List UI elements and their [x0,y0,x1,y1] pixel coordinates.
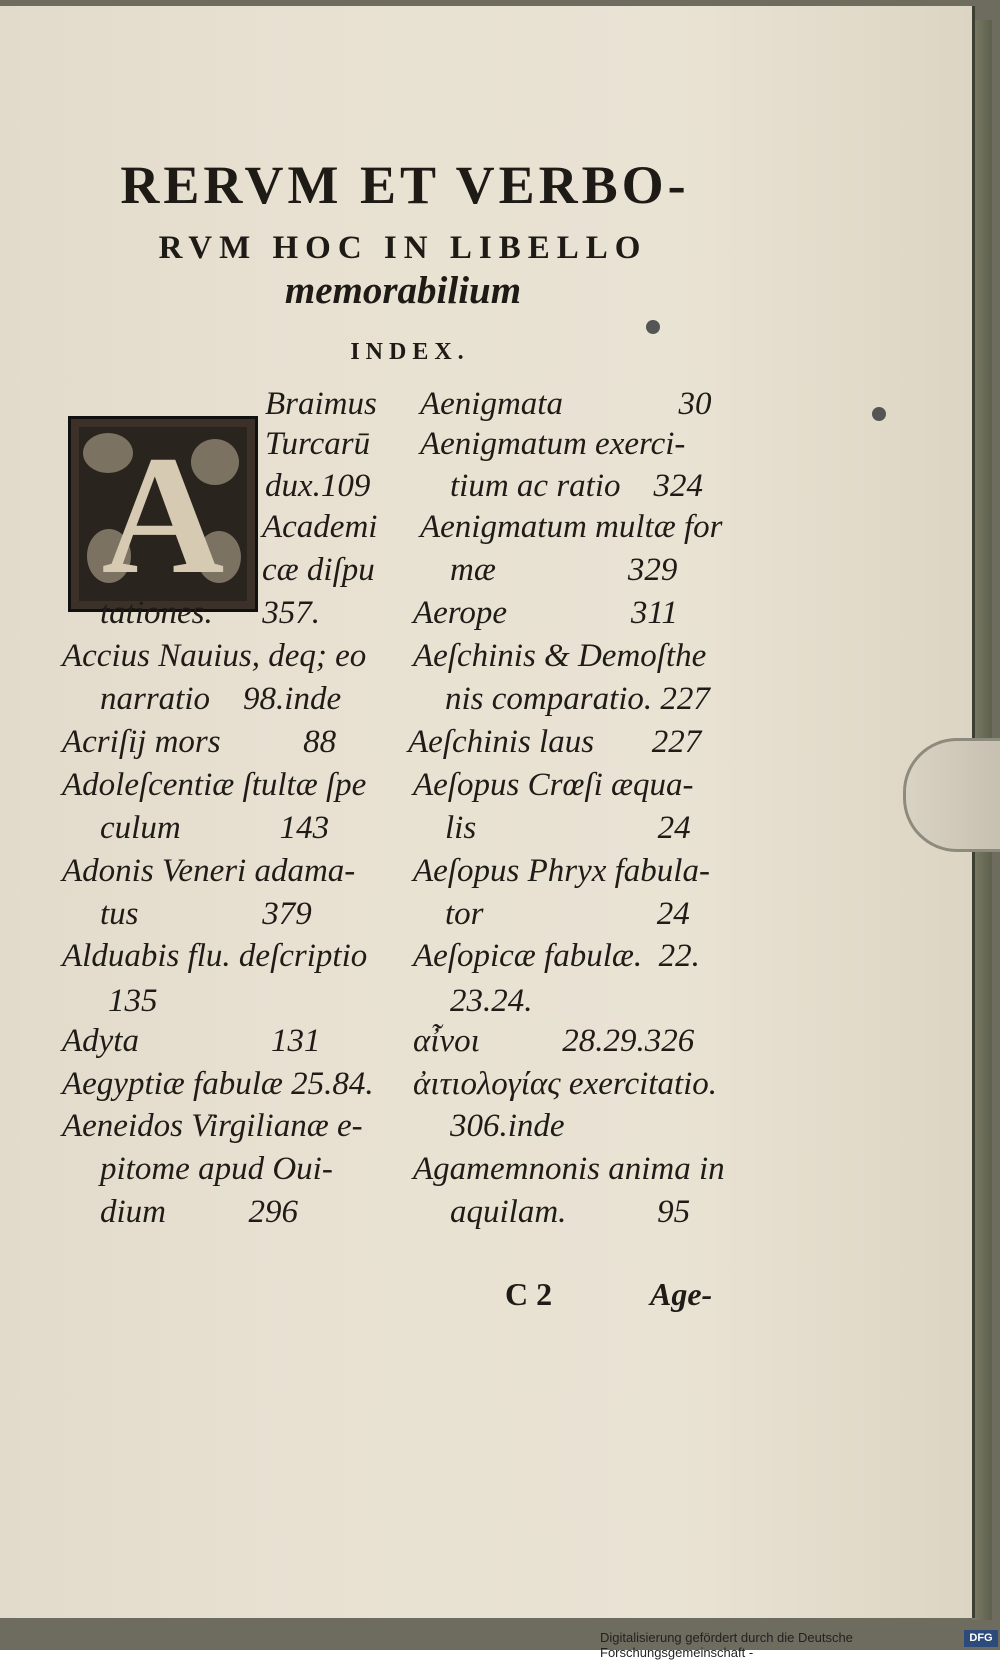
book-page [0,6,975,1618]
initial-letter: A [101,421,225,609]
index-entry: cæ diſpu [262,552,375,588]
index-entry: Aeſopus Crœſi æqua- [413,767,694,803]
index-entry: Aeſopicæ fabulæ. 22. [413,938,700,974]
index-entry: dux.109 [265,468,371,504]
index-entry: Aerope 311 [413,595,678,631]
index-label: INDEX. [350,339,470,365]
index-entry: dium 296 [100,1194,298,1230]
index-entry: Aenigmatum multæ for [420,509,723,545]
index-entry: Aeſchinis laus 227 [408,724,702,760]
index-entry: Aeneidos Virgilianæ e- [62,1108,363,1144]
index-title-line-2: RVM HOC IN LIBELLO [158,230,648,266]
dfg-logo: DFG [964,1630,998,1647]
index-entry: Aenigmatum exerci- [420,426,686,462]
index-title-line-1: RERVM ET VERBO- [120,155,690,215]
index-entry: culum 143 [100,810,330,846]
index-entry: Adyta 131 [62,1023,321,1059]
index-entry: Aeſopus Phryx fabula- [413,853,710,889]
index-entry: tationes. 357. [100,595,320,631]
digitization-credit: Digitalisierung gefördert durch die Deutsche Forschungsgemeinschaft - [600,1630,853,1660]
index-entry: Braimus [265,386,377,422]
index-entry: Aeſchinis & Demoſthe [413,638,707,674]
index-entry: 23.24. [450,983,533,1019]
index-entry: Turcarū [265,426,371,462]
index-entry: 135 [108,983,158,1019]
decorated-initial [68,416,258,612]
index-entry: ἀιτιολογίας exercitatio. [413,1066,718,1102]
index-entry: Academi [262,509,378,545]
index-entry: Adonis Veneri adama- [62,853,356,889]
index-entry: Acriſij mors 88 [62,724,337,760]
index-entry: tor 24 [445,896,690,932]
index-entry: nis comparatio. 227 [445,681,710,717]
index-entry: Agamemnonis anima in [413,1151,725,1187]
index-entry: pitome apud Oui- [100,1151,333,1187]
index-entry: narratio 98.inde [100,681,342,717]
page-spot [646,320,660,334]
catchword: Age- [650,1276,713,1312]
index-entry: 306.inde [450,1108,565,1144]
index-entry: Accius Nauius, deq; eo [62,638,367,674]
index-entry: tus 379 [100,896,312,932]
index-entry: Aegyptiæ fabulæ 25.84. [62,1066,374,1102]
index-entry: tium ac ratio 324 [450,468,703,504]
index-entry: Alduabis flu. deſcriptio [62,938,368,974]
index-title-line-3: memorabilium [284,269,522,312]
page-clip [903,738,1000,852]
index-entry: lis 24 [445,810,691,846]
signature-mark: C 2 [505,1276,553,1312]
index-entry: mæ 329 [450,552,678,588]
page-spot [872,407,886,421]
index-entry: αἶνοι 28.29.326 [413,1023,695,1059]
index-entry: aquilam. 95 [450,1194,691,1230]
index-entry: Adoleſcentiæ ſtultæ ſpe [62,767,367,803]
index-entry: Aenigmata 30 [420,386,712,422]
